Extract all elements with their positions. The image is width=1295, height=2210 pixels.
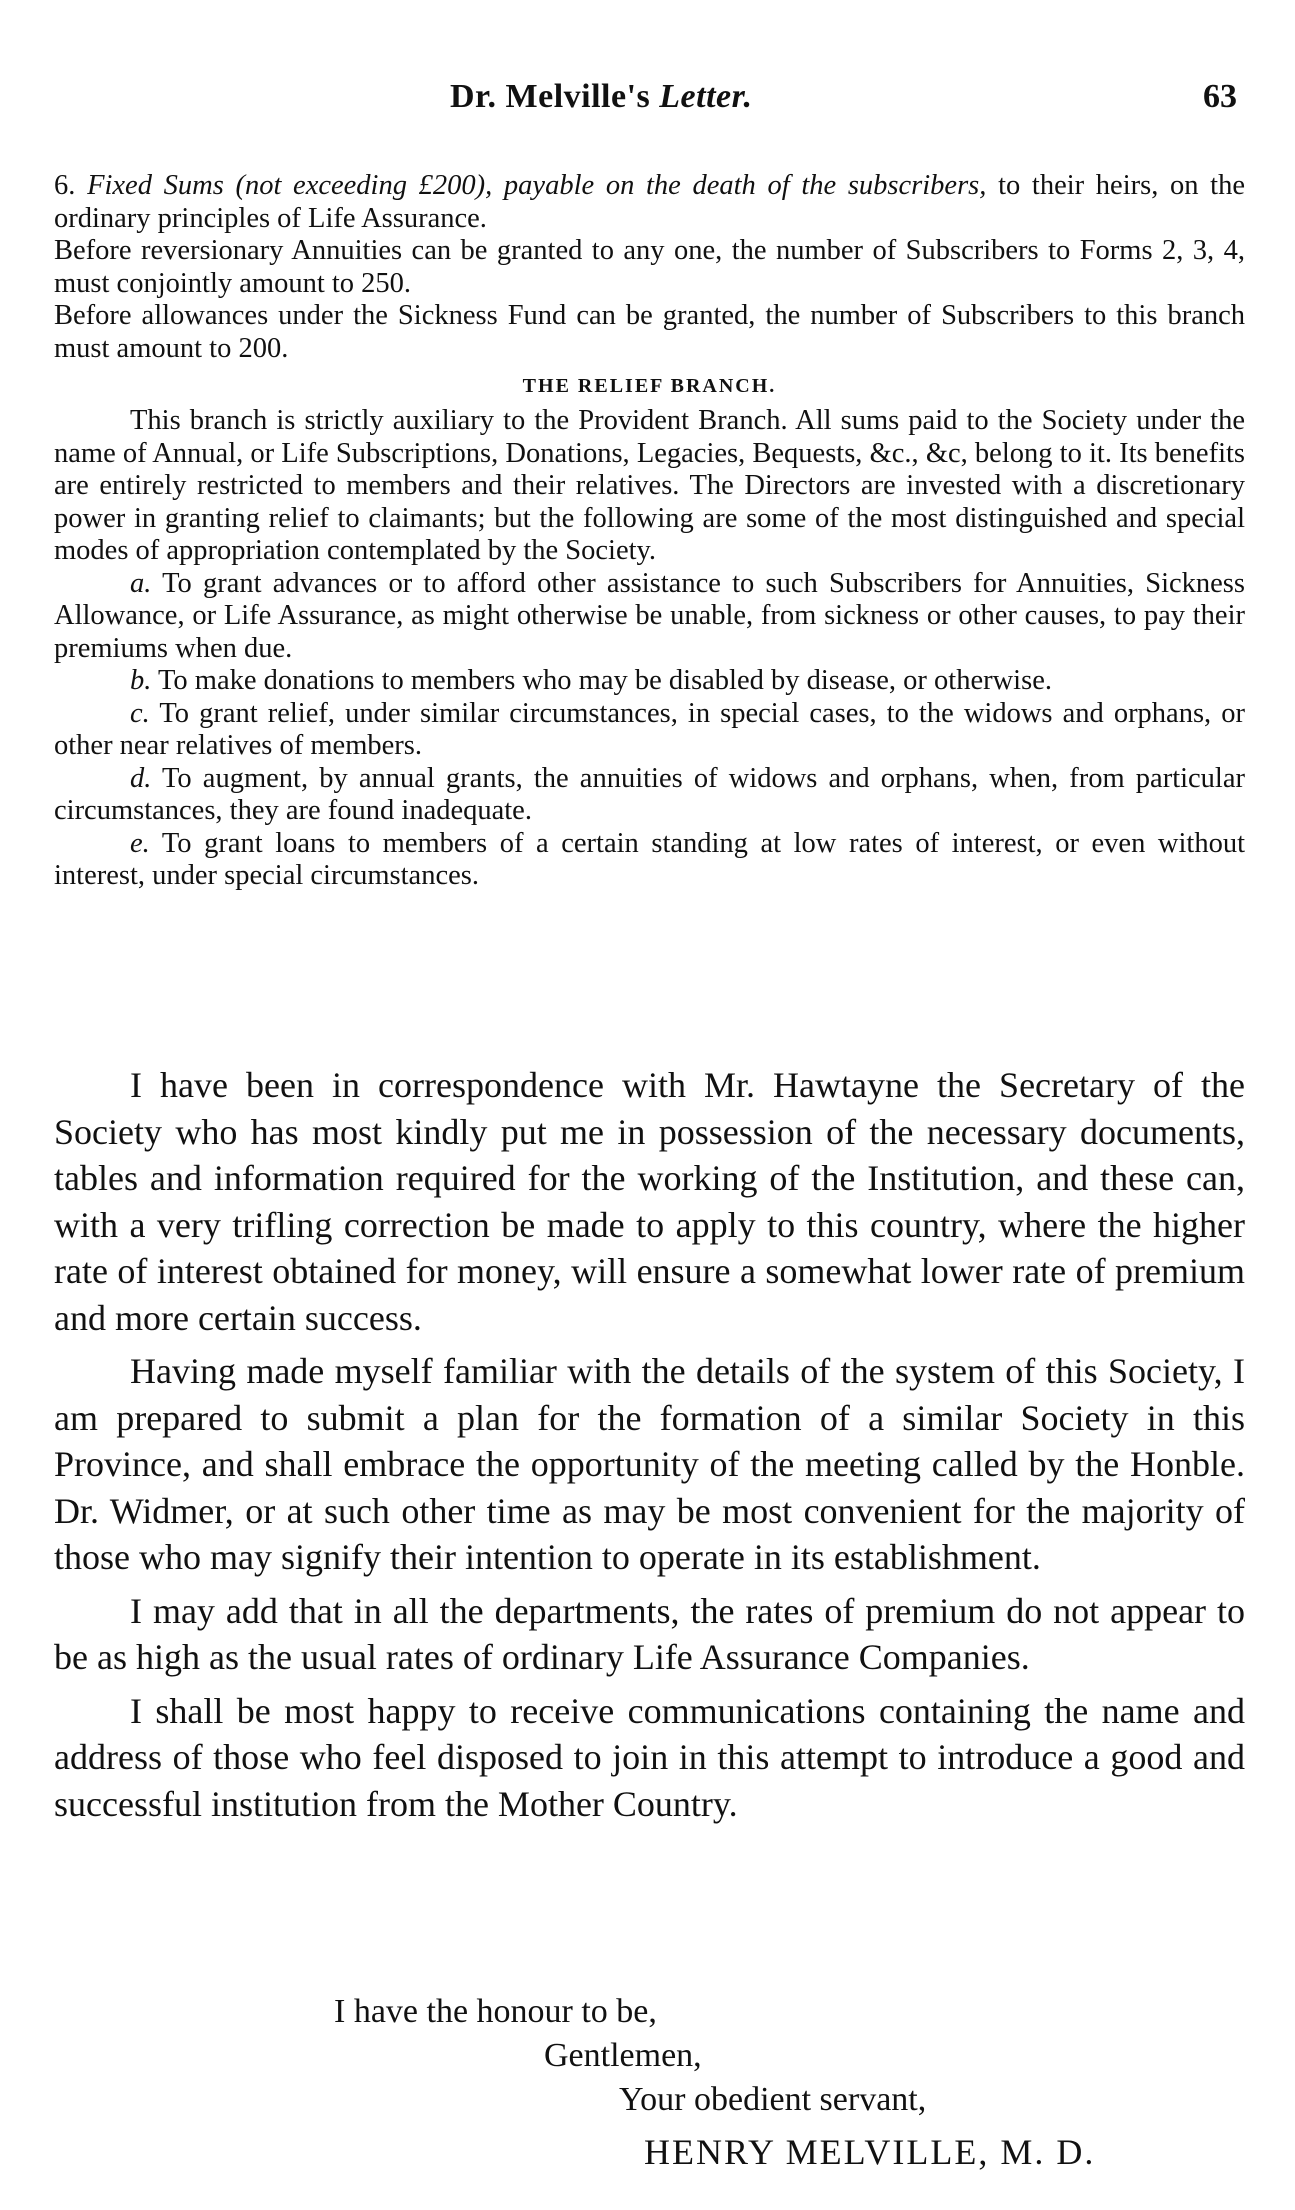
letter-body bbox=[54, 1062, 1245, 1834]
running-header bbox=[50, 78, 1245, 128]
annuities-paragraph: Before reversionary Annuities can be granted to any one, the number of Subscribers to Forms 2, 3, 4, must conjointly amount to 250. bbox=[54, 235, 1245, 299]
provident-section bbox=[54, 170, 1245, 893]
header-title-italic: Letter. bbox=[659, 78, 753, 115]
closing-block bbox=[54, 1990, 1245, 2190]
closing-line-gentlemen: Gentlemen, bbox=[544, 2037, 702, 2074]
relief-item-b: b. To make donations to members who may be disabled by disease, or otherwise. bbox=[130, 665, 1052, 696]
relief-item-d: d. To augment, by annual grants, the annuities of widows and orphans, when, from particular circumstances, they are found inadequate. bbox=[54, 762, 1245, 826]
letter-paragraph-plan: Having made myself familiar with the details of the system of this Society, I am prepared to submit a plan for the formation of a similar Society in this Province, and shall embrace the opportunity of the meeting called by the Honble. Dr. Widmer, or at such other time as may be most convenient for the majority of those who may signify their intention to operate in its establishment. bbox=[54, 1351, 1245, 1577]
signature: HENRY MELVILLE, M. D. bbox=[644, 2132, 1096, 2172]
header-title: Dr. Melville's Letter. bbox=[450, 78, 753, 115]
relief-item-e: e. To grant loans to members of a certain standing at low rates of interest, or even without interest, under special circumstances. bbox=[54, 827, 1245, 891]
letter-paragraph-correspondence: I have been in correspondence with Mr. Hawtayne the Secretary of the Society who has most kindly put me in possession of the necessary documents, tables and information required for the working of the Institution, and these can, with a very trifling correction be made to apply to this country, where the higher rate of interest obtained for money, will ensure a somewhat lower rate of premium and more certain success. bbox=[54, 1065, 1245, 1338]
letter-paragraph-rates: I may add that in all the departments, the rates of premium do not appear to be as high as the usual rates of ordinary Life Assurance Companies. bbox=[54, 1590, 1245, 1677]
sickness-paragraph: Before allowances under the Sickness Fund can be granted, the number of Subscribers to this branch must amount to 200. bbox=[54, 300, 1245, 364]
relief-branch-heading: THE RELIEF BRANCH. bbox=[522, 375, 777, 397]
item-6: 6. Fixed Sums (not exceeding £200), payable on the death of the subscribers, to their heirs, on the ordinary principles of Life Assurance. bbox=[54, 170, 1246, 234]
relief-intro-paragraph: This branch is strictly auxiliary to the Provident Branch. All sums paid to the Society under the name of Annual, or Life Subscriptions, Donations, Legacies, Bequests, &c., &c, belong to it. Its benefits are entirely restricted to members and their relatives. The Directors are invested with a discretionary power in granting relief to claimants; but the following are some of the most distinguished and special modes of appropriation contemplated by the Society. bbox=[54, 405, 1245, 566]
letter-paragraph-communications: I shall be most happy to receive communications containing the name and address of those who feel disposed to join in this attempt to introduce a good and successful institution from the Mother Country. bbox=[54, 1690, 1245, 1824]
closing-line-honour: I have the honour to be, bbox=[334, 1993, 657, 2030]
relief-item-c: c. To grant relief, under similar circumstances, in special cases, to the widows and orphans, or other near relatives of members. bbox=[54, 697, 1245, 761]
relief-item-a: a. To grant advances or to afford other assistance to such Subscribers for Annuities, Sickness Allowance, or Life Assurance, as might otherwise be unable, from sickness or other causes, to pay their premiums when due. bbox=[54, 567, 1245, 664]
closing-line-servant: Your obedient servant, bbox=[619, 2081, 927, 2118]
page-number: 63 bbox=[1203, 78, 1237, 115]
